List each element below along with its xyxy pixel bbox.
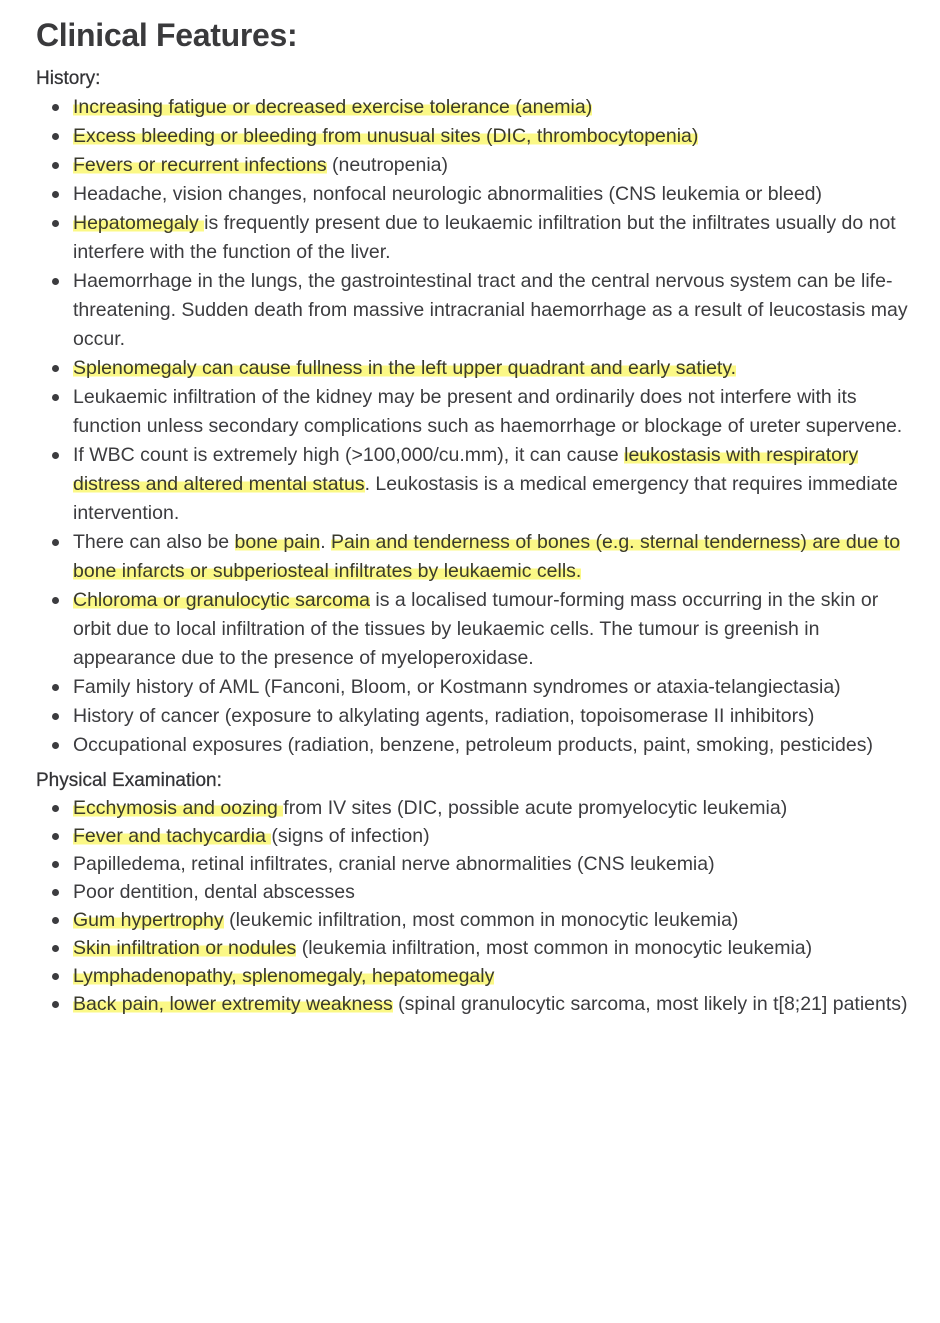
list-item xyxy=(36,209,916,267)
list-item xyxy=(36,528,916,586)
text-segment: (leukemia infiltration, most common in monocytic leukemia) xyxy=(296,937,813,959)
text-segment: is frequently present due to leukaemic infiltration but the infiltrates usually do not interfere with the function of the liver. xyxy=(73,212,896,263)
highlighted-text: Gum hypertrophy xyxy=(73,909,224,931)
list-item xyxy=(36,383,916,441)
bullet-icon xyxy=(52,162,59,169)
physical-examination-list xyxy=(36,794,916,1018)
list-item xyxy=(36,93,916,122)
list-item xyxy=(36,878,916,906)
bullet-icon xyxy=(52,278,59,285)
highlighted-text: Hepatomegaly xyxy=(73,212,205,234)
text-segment: (signs of infection) xyxy=(271,825,430,847)
highlighted-text: Ecchymosis and oozing xyxy=(73,797,284,819)
highlighted-text: Back pain, lower extremity weakness xyxy=(73,993,393,1015)
bullet-icon xyxy=(52,833,59,840)
list-item xyxy=(36,850,916,878)
highlighted-text: bone pain xyxy=(234,531,321,553)
list-item xyxy=(36,122,916,151)
text-segment: (neutropenia) xyxy=(326,154,449,176)
list-item xyxy=(36,441,916,528)
bullet-icon xyxy=(52,973,59,980)
bullet-icon xyxy=(52,365,59,372)
bullet-icon xyxy=(52,713,59,720)
bullet-icon xyxy=(52,394,59,401)
page-title: Clinical Features: xyxy=(36,17,298,53)
list-item xyxy=(36,794,916,822)
highlighted-text: Skin infiltration or nodules xyxy=(73,937,297,959)
bullet-icon xyxy=(52,945,59,952)
text-segment: There can also be xyxy=(73,531,235,553)
highlighted-text: leukostasis with respiratory distress and altered mental status xyxy=(73,444,859,495)
history-list xyxy=(36,93,916,760)
list-item xyxy=(36,731,916,760)
highlighted-text: Pain and tenderness of bones (e.g. sternal tenderness) are due to bone infarcts or subperiosteal infiltrates by leukaemic cells. xyxy=(73,531,901,582)
bullet-icon xyxy=(52,539,59,546)
list-item xyxy=(36,702,916,731)
list-item xyxy=(36,962,916,990)
bullet-icon xyxy=(52,191,59,198)
bullet-icon xyxy=(52,861,59,868)
text-segment: from IV sites (DIC, possible acute promyelocytic leukemia) xyxy=(283,797,788,819)
list-item xyxy=(36,934,916,962)
text-segment: is a localised tumour-forming mass occurring in the skin or orbit due to local infiltration of the tissues by leukaemic cells. The tumour is greenish in appearance due to the presence of myeloperoxidase. xyxy=(73,589,879,669)
highlighted-text: Lymphadenopathy, splenomegaly, hepatomegaly xyxy=(73,965,495,987)
text-segment: If WBC count is extremely high (>100,000/cu.mm), it can cause xyxy=(73,444,625,466)
list-item xyxy=(36,906,916,934)
text-segment: Family history of AML (Fanconi, Bloom, or Kostmann syndromes or ataxia-telangiectasia) xyxy=(73,676,841,698)
text-segment: Occupational exposures (radiation, benzene, petroleum products, paint, smoking, pesticides) xyxy=(73,734,873,756)
bullet-icon xyxy=(52,597,59,604)
text-segment: . Leukostasis is a medical emergency that requires immediate intervention. xyxy=(73,473,898,524)
text-segment: Papilledema, retinal infiltrates, cranial nerve abnormalities (CNS leukemia) xyxy=(73,853,715,875)
list-item xyxy=(36,673,916,702)
physical-examination-heading: Physical Examination: xyxy=(36,770,222,791)
text-segment: Poor dentition, dental abscesses xyxy=(73,881,355,903)
highlighted-text: Increasing fatigue or decreased exercise tolerance (anemia) xyxy=(73,96,593,118)
highlighted-text: Splenomegaly can cause fullness in the left upper quadrant and early satiety. xyxy=(73,357,737,379)
document xyxy=(36,12,916,1018)
bullet-icon xyxy=(52,133,59,140)
text-segment: (leukemic infiltration, most common in monocytic leukemia) xyxy=(223,909,739,931)
text-segment: Haemorrhage in the lungs, the gastrointestinal tract and the central nervous system can be life-threatening. Sudden death from massive intracranial haemorrhage as a result of leucostasis may occur. xyxy=(73,270,908,350)
highlighted-text: Chloroma or granulocytic sarcoma xyxy=(73,589,370,611)
bullet-icon xyxy=(52,805,59,812)
bullet-icon xyxy=(52,889,59,896)
list-item xyxy=(36,151,916,180)
text-segment: Leukaemic infiltration of the kidney may be present and ordinarily does not interfere with its function unless secondary complications such as haemorrhage or blockage of ureter supervene. xyxy=(73,386,903,437)
list-item xyxy=(36,990,916,1018)
bullet-icon xyxy=(52,220,59,227)
list-item xyxy=(36,822,916,850)
highlighted-text: Excess bleeding or bleeding from unusual sites (DIC, thrombocytopenia) xyxy=(73,125,699,147)
text-segment: (spinal granulocytic sarcoma, most likely in t[8;21] patients) xyxy=(392,993,908,1015)
bullet-icon xyxy=(52,104,59,111)
list-item xyxy=(36,267,916,354)
text-segment: . xyxy=(320,531,332,553)
list-item xyxy=(36,180,916,209)
list-item xyxy=(36,354,916,383)
text-segment: Headache, vision changes, nonfocal neurologic abnormalities (CNS leukemia or bleed) xyxy=(73,183,822,205)
bullet-icon xyxy=(52,742,59,749)
bullet-icon xyxy=(52,452,59,459)
list-item xyxy=(36,586,916,673)
highlighted-text: Fevers or recurrent infections xyxy=(73,154,327,176)
highlighted-text: Fever and tachycardia xyxy=(73,825,272,847)
text-segment: History of cancer (exposure to alkylating agents, radiation, topoisomerase II inhibitors) xyxy=(73,705,815,727)
bullet-icon xyxy=(52,684,59,691)
bullet-icon xyxy=(52,1001,59,1008)
bullet-icon xyxy=(52,917,59,924)
history-heading: History: xyxy=(36,68,101,89)
